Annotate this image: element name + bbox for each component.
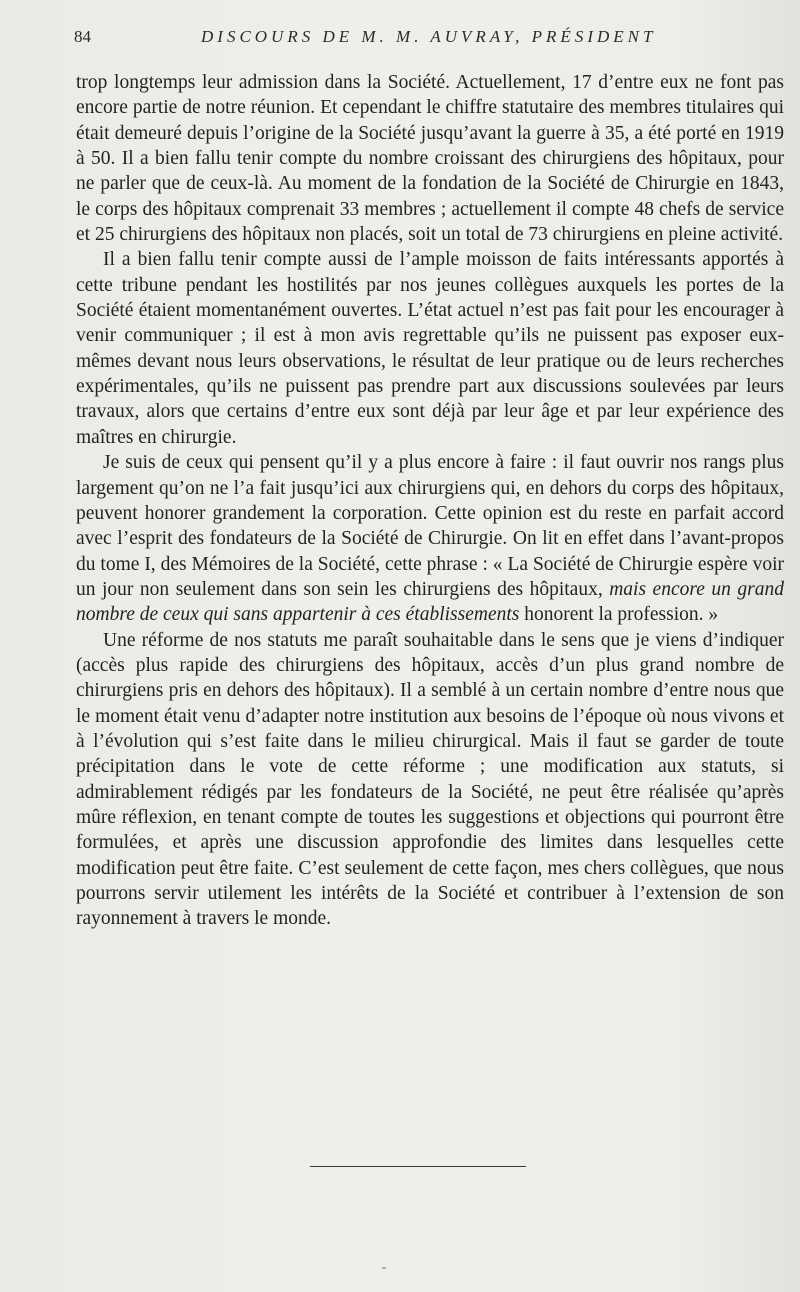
paragraph: Il a bien fallu tenir compte aussi de l’ample moisson de faits intéressants apportés à cette tribune pendant les hostilités par nos jeunes collègues auxquels les portes de la Société étaient momentanément ouvertes. L’état actuel n’est pas fait pour les encourager à venir communiquer ; il est à mon avis regrettable qu’ils ne puissent pas exposer eux-mêmes devant nous leurs observations, le résultat de leur pratique ou de leurs recherches expérimentales, qu’ils ne puissent pas prendre part aux discussions soulevées par leurs travaux, alors que certains d’entre eux sont déjà par leur âge et par leur expérience des maîtres en chirurgie. (76, 249, 784, 448)
italic-quotation: mais encore un grand nombre de ceux qui sans appartenir à ces établissements (76, 578, 784, 626)
paragraph-with-quotation (76, 450, 784, 627)
page-number: 84 (74, 27, 91, 46)
body-text (76, 70, 784, 932)
paragraph: Une réforme de nos statuts me paraît souhaitable dans le sens que je viens d’indiquer (accès plus rapide des chirurgiens des hôpitaux, accès d’un plus grand nombre de chirurgiens pris en dehors des hôpitaux). Il a semblé à un certain nombre d’entre nous que le moment était venu d’adapter notre institution aux besoins de l’époque où nous vivons et à l’évolution qui s’est faite dans le milieu chirurgical. Mais il faut se garder de toute précipitation dans le vote de cette réforme ; une modification aux statuts, si admirablement rédigés par les fondateurs de la Société, ne peut être réalisée qu’après mûre réflexion, en tenant compte de toutes les suggestions et objections qui pourront être formulées, et après une discussion approfondie des limites dans lesquelles cette modification peut être faite. C’est seulement de cette façon, mes chers collègues, que nous pourrons servir utilement les intérêts de la Société et contribuer à l’extension de son rayonnement à travers le monde. (76, 629, 784, 930)
paragraph-text-end: honorent la profession. » (519, 604, 719, 626)
paper-speck (382, 1267, 386, 1269)
paragraph-continued: trop longtemps leur admission dans la Société. Actuellement, 17 d’entre eux ne font pas encore partie de notre réunion. Et cependant le chiffre statutaire des membres titulaires qui était demeuré depuis l’origine de la Société jusqu’avant la guerre à 35, a été porté en 1919 à 50. Il a bien fallu tenir compte du nombre croissant des chirurgiens des hôpitaux, pour ne parler que de ceux-là. Au moment de la fondation de la Société de Chirurgie en 1843, le corps des hôpitaux comprenait 33 membres ; actuellement il compte 48 chefs de service et 25 chirurgiens des hôpitaux non placés, soit un total de 73 chirurgiens en pleine activité. (76, 72, 784, 246)
running-header (74, 27, 794, 51)
paragraph-text: Je suis de ceux qui pensent qu’il y a plus encore à faire : il faut ouvrir nos rangs plus largement qu’on ne l’a fait jusqu’ici aux chirurgiens qui, en dehors du corps des hôpitaux, peuvent honorer grandement la corporation. Cette opinion est du reste en parfait accord avec l’esprit des fondateurs de la Société de Chirurgie. On lit en effet dans l’avant-propos du tome I, des Mémoires de la Société, cette phrase : « La Société de Chirurgie espère voir un jour non seulement dans son sein les chirurgiens des hôpitaux, (76, 452, 784, 600)
running-title: DISCOURS DE M. M. AUVRAY, PRÉSIDENT (201, 27, 657, 46)
section-end-rule (310, 1166, 526, 1167)
